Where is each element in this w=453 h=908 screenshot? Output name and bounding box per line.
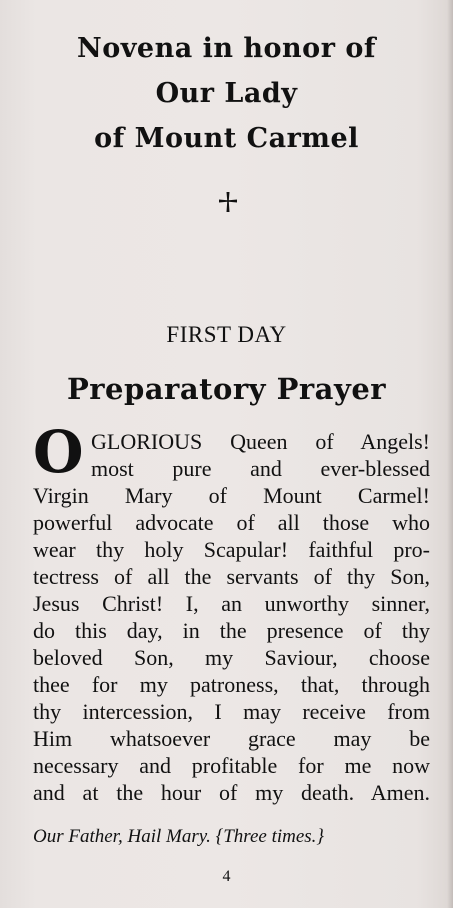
prayer-line: and at the hour of my death. Amen. xyxy=(33,780,430,805)
prayer-line: powerful advocate of all those who xyxy=(33,510,430,535)
day-heading: FIRST DAY xyxy=(166,322,287,347)
prayer-line: GLORIOUS Queen of Angels! xyxy=(91,429,430,454)
prayer-line: thy intercession, I may receive from xyxy=(33,699,430,724)
prayer-title: Preparatory Prayer xyxy=(66,372,387,406)
prayer-line: beloved Son, my Saviour, choose xyxy=(33,645,430,670)
prayer-line: wear thy holy Scapular! faithful pro- xyxy=(33,537,430,562)
prayer-line: necessary and profitable for me now xyxy=(33,753,430,778)
prayer-line: tectress of all the servants of thy Son, xyxy=(33,564,430,589)
prayer-line: Virgin Mary of Mount Carmel! xyxy=(33,483,430,508)
title-line-3: of Mount Carmel xyxy=(94,123,359,154)
prayer-line: Jesus Christ! I, an unworthy sinner, xyxy=(33,591,430,616)
cross-pattee-icon xyxy=(216,190,240,214)
novena-title xyxy=(0,26,453,161)
prayer-line: Him whatsoever grace may be xyxy=(33,726,430,751)
prayer-line: thee for my patroness, that, through xyxy=(33,672,430,697)
title-line-1: Novena in honor of xyxy=(77,33,376,64)
prayer-instruction: Our Father, Hail Mary. {Three times.} xyxy=(33,826,325,847)
page-number: 4 xyxy=(222,868,231,885)
prayer-line: most pure and ever-blessed xyxy=(91,456,430,481)
title-line-2: Our Lady xyxy=(155,78,298,109)
drop-cap: O xyxy=(33,418,84,486)
prayer-line: do this day, in the presence of thy xyxy=(33,618,430,643)
